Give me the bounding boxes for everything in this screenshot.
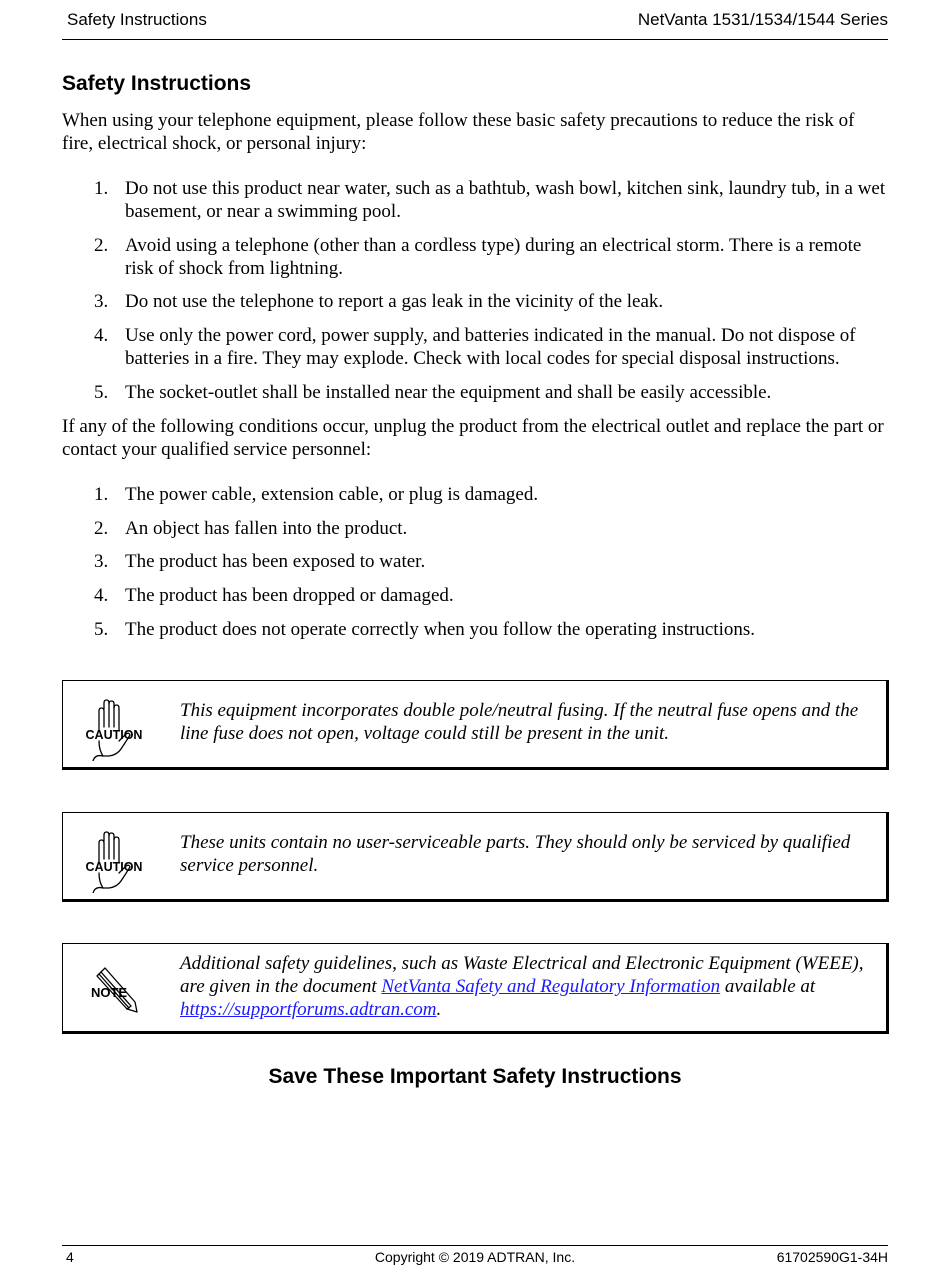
footer-divider [62,1245,888,1246]
list-item-text: Use only the power cord, power supply, and batteries indicated in the manual. Do not dispose of batteries in a fire. They may explode. Check with local codes for special disposal instructions. [125,325,856,369]
list-item-text: The product does not operate correctly when you follow the operating instructions. [125,619,755,640]
list-item-text: Do not use this product near water, such as a bathtub, wash bowl, kitchen sink, laundry tub, in a wet basement, or near a swimming pool. [125,178,886,222]
header-product-name: NetVanta 1531/1534/1544 Series [637,10,888,29]
copyright-text: Copyright © 2019 ADTRAN, Inc. [374,1249,576,1265]
document-number: 61702590G1-34H [776,1249,888,1265]
list-item-number: 4. [94,585,109,606]
callout-text: These units contain no user-serviceable parts. They should only be serviced by qualified service personnel. [180,832,851,876]
list-item-number: 5. [94,619,109,640]
page-number: 4 [66,1249,74,1265]
page-footer [62,1248,888,1266]
support-forums-link[interactable]: https://supportforums.adtran.com [180,999,437,1020]
list-item-text: The socket-outlet shall be installed near the equipment and shall be easily accessible. [125,382,772,403]
note-callout [62,943,889,1034]
page-title: Safety Instructions [62,72,252,95]
caution-hand-icon [85,829,145,893]
caution-callout [62,680,889,770]
list-item-text: The product has been exposed to water. [125,551,426,572]
svg-text:CAUTION: CAUTION [85,860,143,874]
header-section-title: Safety Instructions [67,10,207,29]
page-header [66,9,888,33]
list-item-number: 2. [94,235,109,256]
list-item-text: An object has fallen into the product. [125,518,408,539]
header-divider [62,39,888,40]
list-item-number: 5. [94,382,109,403]
caution-hand-icon [85,697,145,761]
list-item-text: Do not use the telephone to report a gas leak in the vicinity of the leak. [125,291,664,312]
conditions-paragraph: If any of the following conditions occur, unplug the product from the electrical outlet and replace the part or contact your qualified service personnel: [62,416,884,460]
caution-callout [62,812,889,902]
callout-text: This equipment incorporates double pole/neutral fusing. If the neutral fuse opens and the line fuse does not open, voltage could still be present in the unit. [180,700,859,744]
svg-text:CAUTION: CAUTION [85,728,143,742]
list-item-text: Avoid using a telephone (other than a cordless type) during an electrical storm. There is a remote risk of shock from lightning. [125,235,862,279]
list-item-number: 3. [94,551,109,572]
callout-text: Additional safety guidelines, such as Waste Electrical and Electronic Equipment (WEEE), are given in the document NetVanta Safety and Regulatory Information available at https://supportforums.adtran.com. [180,953,864,1020]
list-item-number: 3. [94,291,109,312]
safety-document-link[interactable]: NetVanta Safety and Regulatory Information [381,976,721,997]
list-item-text: The power cable, extension cable, or plug is damaged. [125,484,539,505]
intro-paragraph: When using your telephone equipment, please follow these basic safety precautions to reduce the risk of fire, electrical shock, or personal injury: [62,110,855,154]
list-item-number: 1. [94,484,109,505]
list-item-text: The product has been dropped or damaged. [125,585,454,606]
list-item-number: 2. [94,518,109,539]
save-instructions-heading: Save These Important Safety Instructions [268,1065,682,1088]
list-item-number: 4. [94,325,109,346]
svg-text:NOTE: NOTE [90,985,128,1000]
list-item-number: 1. [94,178,109,199]
note-pencil-icon [85,962,145,1026]
